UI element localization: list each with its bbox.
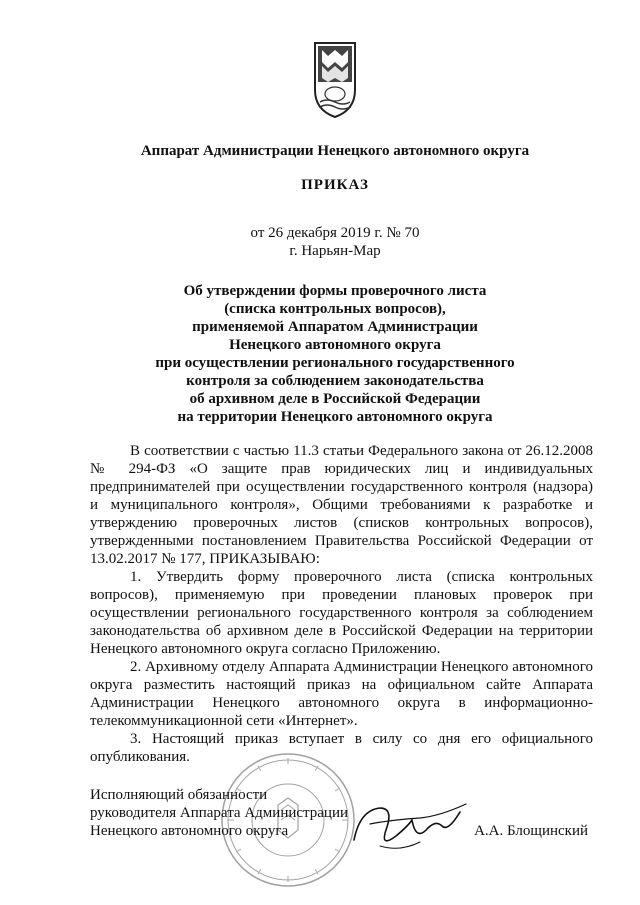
organization-title: Аппарат Администрации Ненецкого автономного округа (140, 143, 530, 159)
clause-2: 2. Архивному отделу Аппарата Администрации Ненецкого автономного округа разместить настоящий приказ на официальном сайте Аппарата Администрации Ненецкого автономного округа в информационно-телекоммуникационной сети «Интернет». (90, 659, 593, 729)
signer-name: А.А. Блощинский (474, 823, 588, 839)
signature-block (90, 786, 600, 840)
subject-line: применяемой Аппаратом Администрации (192, 319, 478, 335)
subject-line: (списка контрольных вопросов), (224, 301, 446, 317)
nenets-coat-of-arms-icon (312, 40, 358, 120)
document-type: ПРИКАЗ (301, 177, 369, 193)
preamble-paragraph: В соответствии с частью 11.3 статьи Федерального закона от 26.12.2008 № 294-ФЗ «О защите прав юридических лиц и индивидуальных предпринимателей при осуществлении государственного контроля (надзора) и муниципального контроля», Общими требованиями к разработке и утверждению проверочных листов (списков контрольных вопросов), утвержденными постановлением Правительства Российской Федерации от 13.02.2017 № 177, ПРИКАЗЫВАЮ: (90, 443, 593, 567)
date-number: от 26 декабря 2019 г. № 70 (250, 225, 420, 241)
signer-position-line: руководителя Аппарата Администрации (90, 805, 349, 821)
subject-line: Ненецкого автономного округа (229, 337, 441, 353)
subject-line: на территории Ненецкого автономного округа (177, 409, 493, 425)
clause-3: 3. Настоящий приказ вступает в силу со дня его официального опубликования. (90, 731, 593, 765)
clause-1: 1. Утвердить форму проверочного листа (списка контрольных вопросов), применяемую при проведении плановых проверок при осуществлении регионального государственного контроля за соблюдением законодательства об архивном деле в Российской Федерации на территории Ненецкого автономного округа согласно Приложению. (90, 569, 593, 657)
place: г. Нарьян-Мар (289, 243, 381, 259)
subject-line: при осуществлении регионального государственного (155, 355, 515, 371)
subject-line: контроля за соблюдением законодательства (186, 373, 484, 389)
signer-position-line: Исполняющий обязанности (90, 787, 268, 803)
subject-heading (100, 282, 570, 426)
document-body (90, 442, 593, 766)
subject-line: об архивном деле в Российской Федерации (189, 391, 481, 407)
subject-line: Об утверждении формы проверочного листа (183, 283, 487, 299)
handwritten-signature-icon (350, 790, 470, 860)
signer-position-line: Ненецкого автономного округа (90, 823, 289, 839)
